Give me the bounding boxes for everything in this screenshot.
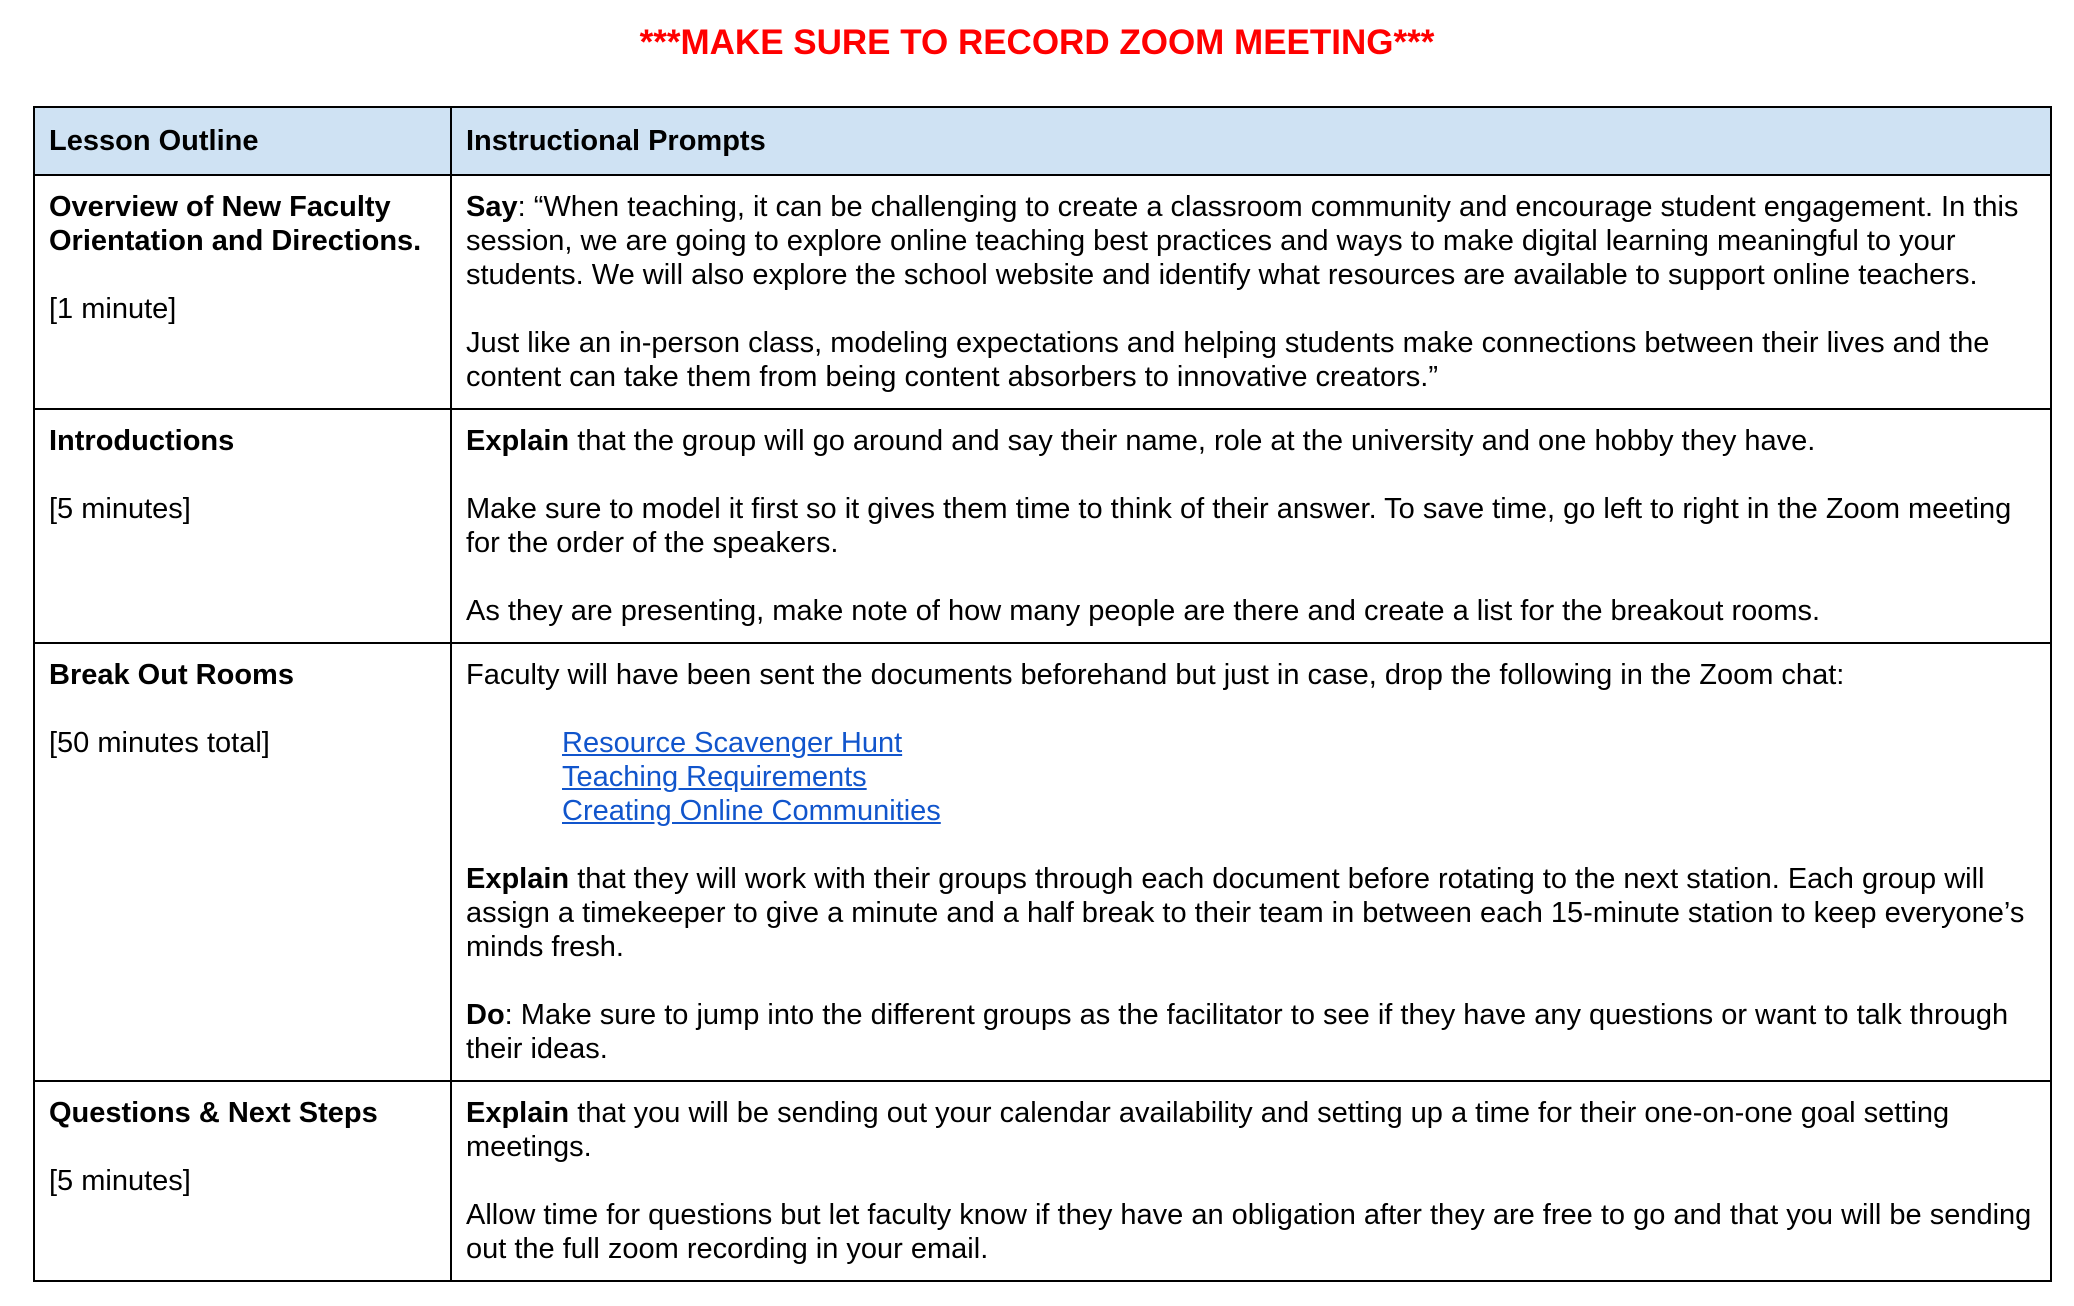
prompt-text: that the group will go around and say their name, role at the university and one hobby they have. xyxy=(569,425,1816,457)
outline-title: Introductions xyxy=(49,425,235,457)
table-row-questions xyxy=(34,1081,2051,1281)
header-lesson-outline: Lesson Outline xyxy=(34,107,451,175)
prompt-text: Faculty will have been sent the documents beforehand but just in case, drop the following in the Zoom chat: xyxy=(466,659,1845,691)
table-header-row xyxy=(34,107,2051,175)
prompt-text: Allow time for questions but let faculty know if they have an obligation after they are free to go and that you will be sending out the full zoom recording in your email. xyxy=(466,1199,2032,1265)
outline-title: Overview of New Faculty Orientation and Directions. xyxy=(49,191,422,257)
prompt-lead-do: Do xyxy=(466,999,505,1031)
outline-title: Break Out Rooms xyxy=(49,659,294,691)
link-teaching-requirements[interactable]: Teaching Requirements xyxy=(562,761,867,793)
prompt-paragraph xyxy=(466,998,2036,1066)
prompt-paragraph xyxy=(466,594,2036,628)
outline-cell xyxy=(34,175,451,409)
header-instructional-prompts: Instructional Prompts xyxy=(451,107,2051,175)
link-resource-scavenger-hunt[interactable]: Resource Scavenger Hunt xyxy=(562,727,903,759)
list-item xyxy=(562,794,2036,828)
prompt-lead-explain: Explain xyxy=(466,863,570,895)
outline-cell xyxy=(34,1081,451,1281)
prompt-text: : “When teaching, it can be challenging to create a classroom community and encourage student engagement. In this session, we are going to explore online teaching best practices and ways to make digital learning meaningful to your students. We will also explore the school website and identify what resources are available to support online teachers. xyxy=(466,191,2019,291)
prompt-paragraph xyxy=(466,1096,2036,1164)
prompt-paragraph xyxy=(466,492,2036,560)
prompt-cell xyxy=(451,1081,2051,1281)
prompt-lead-say: Say xyxy=(466,191,518,223)
prompt-text: that you will be sending out your calendar availability and setting up a time for their one-on-one goal setting meetings. xyxy=(466,1097,1950,1163)
link-creating-online-communities[interactable]: Creating Online Communities xyxy=(562,795,941,827)
prompt-cell xyxy=(451,175,2051,409)
prompt-paragraph xyxy=(466,424,2036,458)
prompt-text: that they will work with their groups through each document before rotating to the next station. Each group will assign a timekeeper to give a minute and a half break to their team in between each 15-minute station to keep everyone’s minds fresh. xyxy=(466,863,2025,963)
prompt-text: Just like an in-person class, modeling expectations and helping students make connections between their lives and the content can take them from being content absorbers to innovative creators.” xyxy=(466,327,1990,393)
outline-duration: [5 minutes] xyxy=(49,1165,191,1197)
list-item xyxy=(562,760,2036,794)
outline-duration: [5 minutes] xyxy=(49,493,191,525)
outline-duration: [1 minute] xyxy=(49,293,177,325)
prompt-text: Make sure to model it first so it gives them time to think of their answer. To save time, go left to right in the Zoom meeting for the order of the speakers. xyxy=(466,493,2012,559)
outline-duration: [50 minutes total] xyxy=(49,727,270,759)
outline-title: Questions & Next Steps xyxy=(49,1097,378,1129)
prompt-cell xyxy=(451,409,2051,643)
prompt-paragraph xyxy=(466,190,2036,292)
prompt-paragraph xyxy=(466,862,2036,964)
prompt-paragraph xyxy=(466,1198,2036,1266)
record-reminder-banner: ***MAKE SURE TO RECORD ZOOM MEETING*** xyxy=(639,23,1435,62)
document-link-list xyxy=(466,726,2036,828)
lesson-plan-table xyxy=(33,106,2052,1282)
table-row-overview xyxy=(34,175,2051,409)
prompt-paragraph xyxy=(466,658,2036,692)
prompt-text: : Make sure to jump into the different groups as the facilitator to see if they have any questions or want to talk through their ideas. xyxy=(466,999,2009,1065)
outline-cell xyxy=(34,643,451,1081)
outline-cell xyxy=(34,409,451,643)
prompt-lead-explain: Explain xyxy=(466,1097,570,1129)
list-item xyxy=(562,726,2036,760)
prompt-text: As they are presenting, make note of how many people are there and create a list for the breakout rooms. xyxy=(466,595,1821,627)
prompt-lead-explain: Explain xyxy=(466,425,570,457)
prompt-paragraph xyxy=(466,326,2036,394)
table-row-breakout-rooms xyxy=(34,643,2051,1081)
prompt-cell xyxy=(451,643,2051,1081)
table-row-introductions xyxy=(34,409,2051,643)
